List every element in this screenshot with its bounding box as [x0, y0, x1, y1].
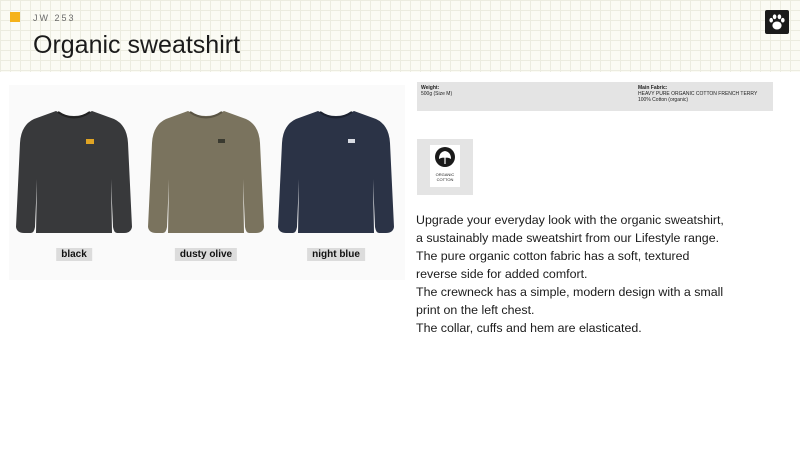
fabric-label: Main Fabric:	[638, 85, 668, 91]
fabric-value: HEAVY PURE ORGANIC COTTON FRENCH TERRY	[638, 91, 758, 97]
description-line: a sustainably made sweatshirt from our Lifestyle range.	[416, 231, 720, 245]
product-panel	[9, 85, 405, 280]
badge-text-line2: COTTON	[436, 177, 454, 182]
description-line: reverse side for added comfort.	[416, 267, 588, 281]
product-description	[416, 211, 788, 337]
color-label-black: black	[56, 248, 92, 261]
accent-square	[10, 12, 20, 22]
organic-cotton-badge	[417, 139, 473, 195]
badge-text-line1: ORGANIC	[435, 172, 455, 177]
product-night-blue	[276, 99, 396, 269]
product-dusty-olive	[146, 99, 266, 269]
product-code: JW 253	[33, 13, 76, 23]
description-line: The pure organic cotton fabric has a soft, textured	[416, 249, 690, 263]
sweatshirt-image	[14, 99, 134, 239]
weight-spec	[421, 85, 452, 97]
description-line: print on the left chest.	[416, 303, 535, 317]
color-label-dusty-olive: dusty olive	[175, 248, 237, 261]
fabric-composition: 100% Cotton (organic)	[638, 97, 689, 103]
spec-box	[417, 82, 773, 111]
description-line: The crewneck has a simple, modern design with a small	[416, 285, 724, 299]
color-label-night-blue: night blue	[307, 248, 365, 261]
description-line: Upgrade your everyday look with the organic sweatshirt,	[416, 213, 724, 227]
sweatshirt-image	[146, 99, 266, 239]
product-black	[14, 99, 134, 269]
paw-print-icon	[765, 10, 789, 34]
organic-cotton-icon	[417, 139, 473, 195]
weight-value: 500g (Size M)	[421, 91, 453, 97]
page-title: Organic sweatshirt	[33, 31, 241, 59]
header-bar	[0, 0, 800, 72]
weight-label: Weight:	[421, 85, 440, 91]
sweatshirt-image	[276, 99, 396, 239]
fabric-spec	[638, 85, 757, 103]
description-line: The collar, cuffs and hem are elasticated.	[416, 321, 642, 335]
